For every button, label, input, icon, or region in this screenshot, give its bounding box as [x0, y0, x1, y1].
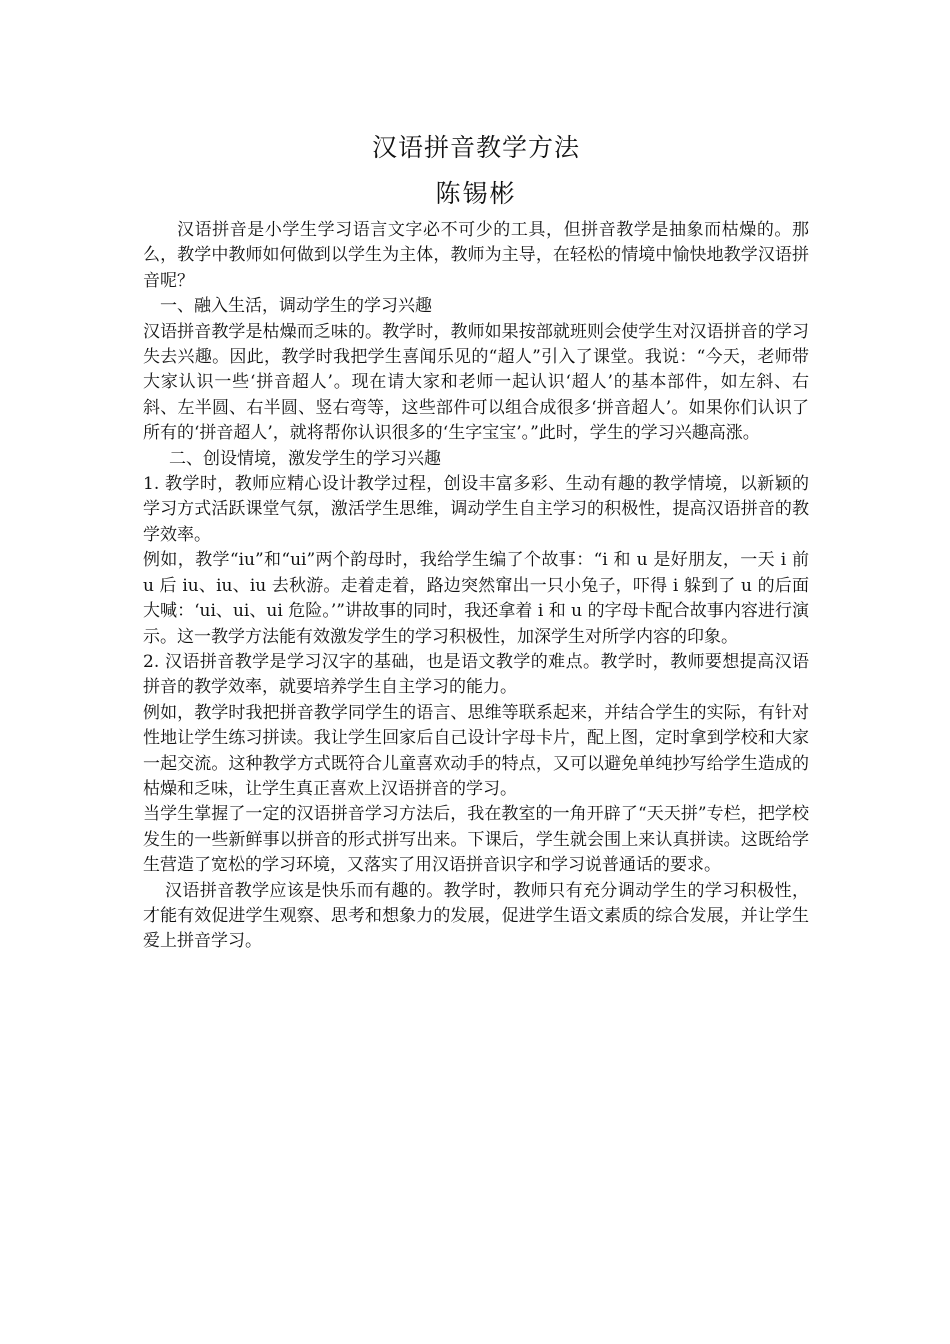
section-2-example-2: 例如，教学时我把拼音教学同学生的语言、思维等联系起来，并结合学生的实际，有针对性地让学生练习拼读。我让学生回家后自己设计字母卡片，配上图，定时拿到学校和大家一起交流。这种教学方式既符合儿童喜欢动手的特点，又可以避免单纯抄写给学生造成的枯燥和乏味，让学生真正喜欢上汉语拼音的学习。	[143, 702, 809, 799]
document-title: 汉语拼音教学方法	[371, 133, 580, 162]
section-heading-1: 一、融入生活，调动学生的学习兴趣	[160, 296, 432, 317]
document-body	[143, 128, 809, 955]
conclusion-paragraph: 汉语拼音教学应该是快乐而有趣的。教学时，教师只有充分调动学生的学习积极性，才能有效促进学生观察、思考和想象力的发展，促进学生语文素质的综合发展，并让学生爱上拼音学习。	[143, 880, 809, 952]
section-2-point-1: 1. 教学时，教师应精心设计教学过程，创设丰富多彩、生动有趣的教学情境，以新颖的学习方式活跃课堂气氛，激活学生思维，调动学生自主学习的积极性，提高汉语拼音的教学效率。	[143, 474, 809, 545]
section-1-paragraph: 汉语拼音教学是枯燥而乏味的。教学时，教师如果按部就班则会使学生对汉语拼音的学习失去兴趣。因此，教学时我把学生喜闻乐见的“超人”引入了课堂。我说：“今天，老师带大家认识一些‘拼音超人’。现在请大家和老师一起认识‘超人’的基本部件，如左斜、右斜、左半圆、右半圆、竖右弯等，这些部件可以组合成很多‘拼音超人’。如果你们认识了所有的‘拼音超人’，就将帮你认识很多的‘生字宝宝’。”此时，学生的学习兴趣高涨。	[143, 321, 809, 444]
section-2-paragraph: 当学生掌握了一定的汉语拼音学习方法后，我在教室的一角开辟了“天天拼”专栏，把学校发生的一些新鲜事以拼音的形式拼写出来。下课后，学生就会围上来认真拼读。这既给学生营造了宽松的学习环境，又落实了用汉语拼音识字和学习说普通话的要求。	[143, 804, 809, 876]
section-heading-2: 二、创设情境，激发学生的学习兴趣	[169, 448, 441, 469]
section-2-example-1: 例如，教学“iu”和“ui”两个韵母时，我给学生编了个故事：“i 和 u 是好朋友，一天 i 前 u 后 iu、iu、iu 去秋游。走着走着，路边突然窜出一只小兔子，吓得 i 躲到了 u 的后面大喊：‘ui、ui、ui 危险。’”讲故事的同时，我还拿着 i 和 u 的字母卡配合故事内容进行演示。这一教学方法能有效激发学生的学习积极性，加深学生对所学内容的印象。	[143, 550, 809, 647]
document-author: 陈锡彬	[435, 179, 517, 208]
section-2-point-2: 2. 汉语拼音教学是学习汉字的基础，也是语文教学的难点。教学时，教师要想提高汉语拼音的教学效率，就要培养学生自主学习的能力。	[143, 651, 809, 698]
intro-paragraph: 汉语拼音是小学生学习语言文字必不可少的工具，但拼音教学是抽象而枯燥的。那么，教学中教师如何做到以学生为主体，教师为主导，在轻松的情境中愉快地教学汉语拼音呢？	[143, 220, 809, 291]
